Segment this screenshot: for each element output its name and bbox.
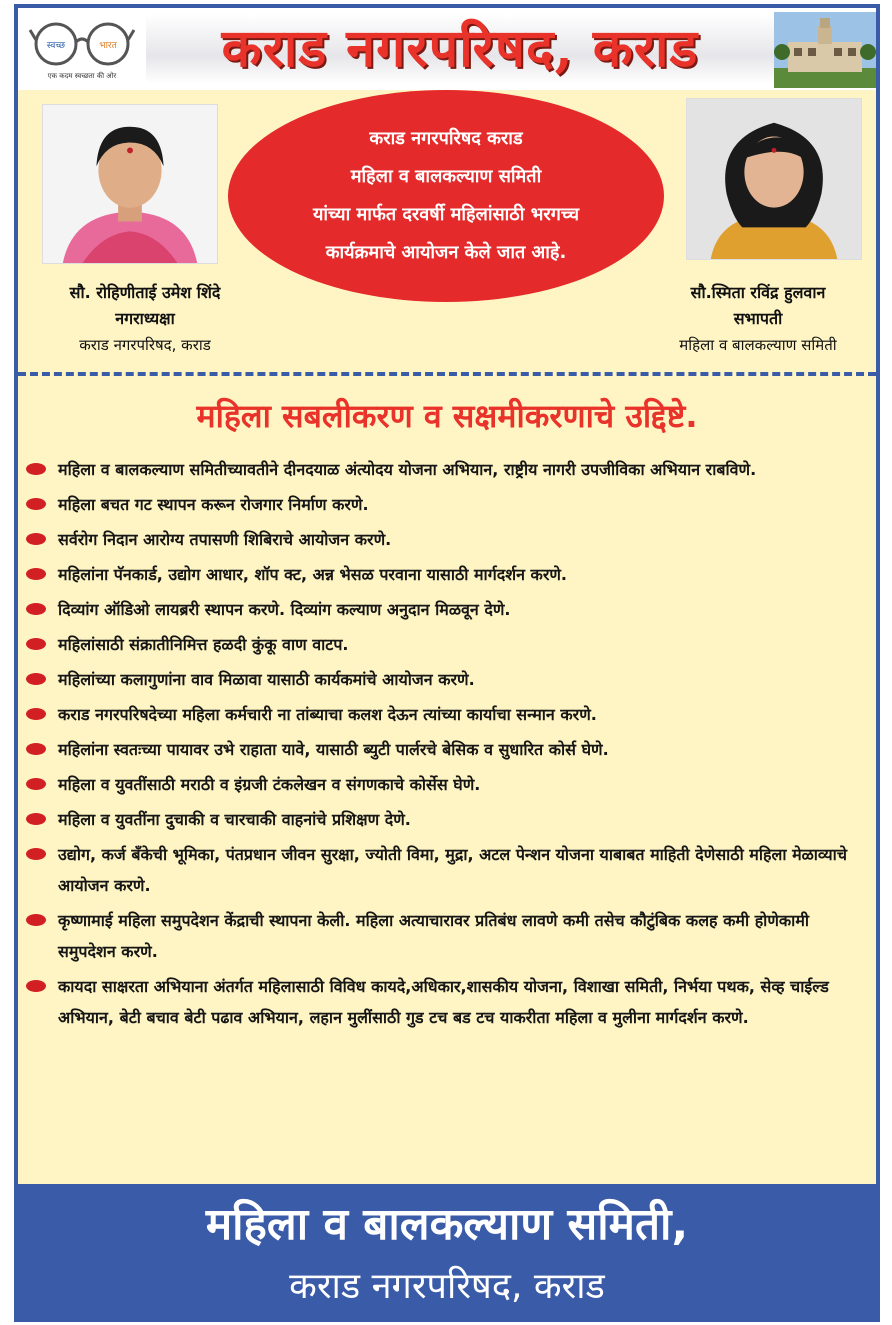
bullet-icon xyxy=(26,463,46,475)
footer-line-2: कराड नगरपरिषद, कराड xyxy=(289,1266,605,1307)
list-item: सर्वरोग निदान आरोग्य तपासणी शिबिराचे आयोजन करणे. xyxy=(24,524,870,555)
bullet-icon xyxy=(26,638,46,650)
building-photo xyxy=(774,12,876,88)
list-item: कराड नगरपरिषदेच्या महिला कर्मचारी ना तांब्याचा कलश देऊन त्यांच्या कार्याचा सन्मान करणे. xyxy=(24,699,870,730)
list-item: उद्योग, कर्ज बँकेची भूमिका, पंतप्रधान जीवन सुरक्षा, ज्योती विमा, मुद्रा, अटल पेन्शन योजना याबाबत माहिती देणेसाठी महिला मेळाव्याचे आयोजन करणे. xyxy=(24,839,870,901)
page-title: कराड नगरपरिषद, कराड xyxy=(221,18,699,79)
title-banner xyxy=(146,14,774,84)
bullet-icon xyxy=(26,498,46,510)
bullet-icon xyxy=(26,980,46,992)
bullet-icon xyxy=(26,778,46,790)
bullet-icon xyxy=(26,743,46,755)
dashed-divider xyxy=(18,372,876,376)
list-item: कायदा साक्षरता अभियाना अंतर्गत महिलासाठी विविध कायदे,अधिकार,शासकीय योजना, विशाखा समिती, निर्भया पथक, सेव्ह चाईल्ड अभियान, बेटी बचाव बेटी पढाव अभियान, लहान मुलींसाठी गुड टच बड टच याकरीता महिला व मुलीना मार्गदर्शन करणे. xyxy=(24,971,870,1033)
logo-right-text: भारत xyxy=(99,41,117,51)
chairperson-role: सभापती xyxy=(733,309,783,328)
bullet-icon xyxy=(26,603,46,615)
list-item: महिला बचत गट स्थापन करून रोजगार निर्माण करणे. xyxy=(24,489,870,520)
message-ellipse xyxy=(228,90,664,302)
president-caption xyxy=(22,280,268,358)
header xyxy=(18,8,876,90)
message-line-2: महिला व बालकल्याण समिती xyxy=(350,166,542,187)
chairperson-caption xyxy=(634,280,880,358)
list-item: महिलांना स्वतःच्या पायावर उभे राहाता यावे, यासाठी ब्युटी पार्लरचे बेसिक व सुधारित कोर्स घेणे. xyxy=(24,734,870,765)
bullet-icon xyxy=(26,813,46,825)
glasses-icon xyxy=(28,16,136,68)
president-org: कराड नगरपरिषद, कराड xyxy=(79,336,211,354)
bullet-icon xyxy=(26,568,46,580)
message-line-4: कार्यक्रमाचे आयोजन केले जात आहे. xyxy=(325,242,567,263)
message-line-1: कराड नगरपरिषद कराड xyxy=(369,128,523,149)
list-item: महिला व युवतींना दुचाकी व चारचाकी वाहनांचे प्रशिक्षण देणे. xyxy=(24,804,870,835)
bullet-icon xyxy=(26,848,46,860)
bullet-icon xyxy=(26,673,46,685)
chairperson-photo xyxy=(686,98,862,260)
chairperson-org: महिला व बालकल्याण समिती xyxy=(679,336,837,354)
footer-line-1: महिला व बालकल्याण समिती, xyxy=(205,1199,689,1250)
bullet-icon xyxy=(26,533,46,545)
list-item: महिला व युवतींसाठी मराठी व इंग्रजी टंकलेखन व संगणकाचे कोर्सेस घेणे. xyxy=(24,769,870,800)
logo-left-text: स्वच्छ xyxy=(46,41,66,51)
list-item: महिलांसाठी संक्रातीनिमित्त हळदी कुंकू वाण वाटप. xyxy=(24,629,870,660)
footer-banner xyxy=(18,1184,876,1318)
list-item: महिलांच्या कलागुणांना वाव मिळावा यासाठी कार्यकमांचे आयोजन करणे. xyxy=(24,664,870,695)
section-title: महिला सबलीकरण व सक्षमीकरणाचे उद्दिष्टे. xyxy=(196,397,698,435)
president-name: सौ. रोहिणीताई उमेश शिंदे xyxy=(69,283,221,302)
president-photo xyxy=(42,104,218,264)
list-item: महिला व बालकल्याण समितीच्यावतीने दीनदयाळ अंत्योदय योजना अभियान, राष्ट्रीय नागरी उपजीविका अभियान राबविणे. xyxy=(24,454,870,485)
swachh-bharat-logo xyxy=(20,10,144,88)
objectives-list xyxy=(24,454,870,1037)
message-line-3: यांच्या मार्फत दरवर्षी महिलांसाठी भरगच्च xyxy=(312,204,580,225)
logo-tagline: एक कदम स्वच्छता की ओर xyxy=(47,72,117,80)
list-item: कृष्णामाई महिला समुपदेशन केंद्राची स्थापना केली. महिला अत्याचारावर प्रतिबंध लावणे कमी तसेच कौटुंबिक कलह कमी होणेकामी समुपदेशन करणे. xyxy=(24,905,870,967)
list-item: दिव्यांग ऑडिओ लायब्ररी स्थापन करणे. दिव्यांग कल्याण अनुदान मिळवून देणे. xyxy=(24,594,870,625)
bullet-icon xyxy=(26,708,46,720)
list-item: महिलांना पॅनकार्ड, उद्योग आधार, शॉप क्ट, अन्न भेसळ परवाना यासाठी मार्गदर्शन करणे. xyxy=(24,559,870,590)
bullet-icon xyxy=(26,914,46,926)
president-role: नगराध्यक्षा xyxy=(115,309,175,328)
chairperson-name: सौ.स्मिता रविंद्र हुलवान xyxy=(690,283,826,302)
poster-frame xyxy=(14,4,880,1322)
